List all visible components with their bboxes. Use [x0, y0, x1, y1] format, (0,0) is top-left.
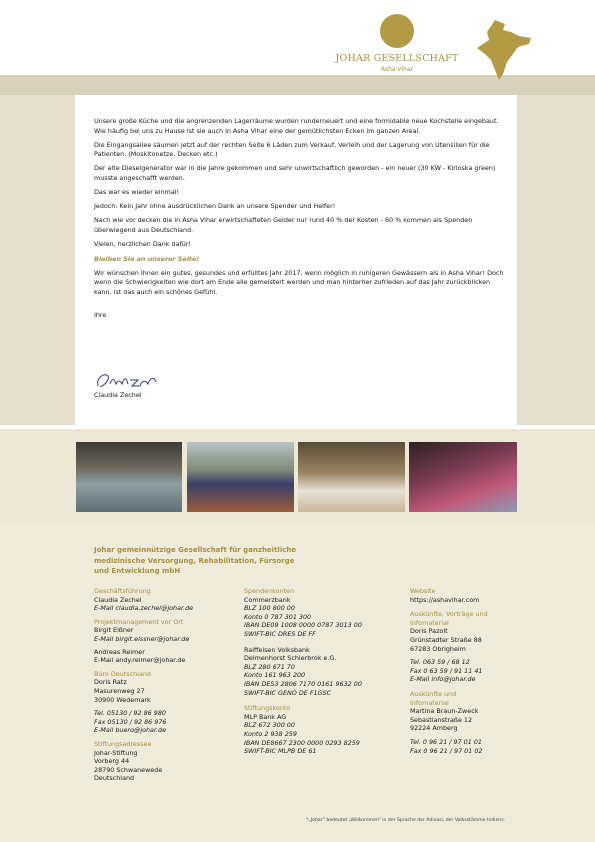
section-heading: Bleiben Sie an unserer Seite! — [94, 254, 200, 263]
footer-column-contacts: Geschäftsführung Claudia Zechel E-Mail claudia.zechel@johar.de Projektmanagement vor Ort Birgit Elßner E-Mail birgit.eissner@johar.de Andreas Reimer E-Mail andy.reimer@johar.de Büro Deutschland Doris Ratz Masurenweg 27 30900 Wedemark Tel. 05130 / 92 86 980 Fax 05130 / 92 86 976 E-Mail buero@johar.de Stiftungsadressee Johar-Stiftung Vorberg 44 28790 Schwanewede Deutschland — [94, 587, 234, 788]
paragraph-summary: Das war es wieder einmal! — [94, 188, 180, 197]
heading-foundation-address: Stiftungsadressee — [94, 739, 152, 748]
paragraph-thanks: Jedoch: Kein Jahr ohne ausdrücklichen Dank an unsere Spender und Helfer! — [94, 202, 336, 211]
paragraph-wishes: Wir wünschen Ihnen ein gutes, gesundes und erfülltes Jahr 2017, wenn möglich in ruhigeren Gewässern als in Asha Vihar! Doch wenn die Schwierigkeiten wie dort am Ende alle gemeistert werden und man hinterher zufrieden auf das Jahr zurückblicken kann, ist das auch ein schönes Gefühl. — [94, 268, 504, 296]
signature-name: Claudia Zechel — [94, 391, 142, 399]
photo-mother-baby — [409, 442, 517, 512]
photo-strip — [0, 429, 595, 522]
paragraph-funding: Nach wie vor decken die in Asha Vihar erwirtschafteten Gelder nur rund 40 % der Kosten - 60 % kommen als Spenden überwiegend aus Deutschland. — [94, 216, 473, 234]
heading-management: Geschäftsführung — [94, 587, 151, 595]
closing-text: Ihre — [94, 311, 107, 320]
email-link[interactable]: E-Mail andy.reimer@johar.de — [94, 656, 186, 665]
heading-donation-accounts: Spendenkonten — [244, 587, 295, 595]
footer-column-bank-accounts: Spendenkonten Commerzbank BLZ 100 800 00 Konto 0 787 301 300 IBAN DE09 1008 0000 0787 3013 00 SWIFT-BIC DRES DE FF Raiffeisen Volksbank Delmenhorst Schierbrok e.G. BLZ 280 671 70 Konto 161 963 200 IBAN DE53 2806 7170 0161 9632 00 SWIFT-BIC GENO DE F1GSC Stiftungskonto MLP Bank AG BLZ 672 300 00 Konto 2 938 259 IBAN DE8667 2300 0000 0293 8259 SWIFT-BIC MLPB DE 61 — [244, 587, 394, 761]
letter-body — [94, 117, 504, 326]
email-link[interactable]: E-Mail buero@johar.de — [94, 726, 167, 735]
photo-man-portrait — [298, 442, 405, 512]
india-map-icon — [475, 18, 535, 82]
email-link[interactable]: E-Mail claudia.zechel@johar.de — [94, 604, 194, 613]
paragraph-kitchen: Unsere große Küche und die angrenzenden Lagerräume wurden runderneuert und eine formidable neue Kochstelle eingebaut. Wie häufig bei uns zu Hause ist sie auch in Asha Vihar eine der gemütlichsten Ecken im ganzen Areal. — [94, 117, 499, 135]
paragraph-gratitude: Vielen, herzlichen Dank dafür! — [94, 239, 191, 248]
left-margin-band — [0, 95, 75, 425]
email-link[interactable]: E-Mail info@johar.de — [410, 675, 476, 684]
paragraph-shops: Die Eingangsallee säumen jetzt auf der rechten Seite 6 Läden zum Verkauf, Verleih und der Lagerung von Utensilien für die Patienten, (Moskitonetze, Decken etc.) — [94, 140, 490, 159]
footnote: *„Johar“ bedeutet „Willkommen“ in der Sprache der Adivasi, der Volksstämme Indiens. — [306, 818, 506, 823]
heading-info: Auskünfte und — [410, 689, 457, 698]
heading-project-management: Projektmanagement vor Ort — [94, 617, 184, 626]
right-margin-band — [517, 95, 595, 425]
handwritten-signature — [94, 370, 164, 392]
email-link[interactable]: E-Mail birgit.eissner@johar.de — [94, 634, 190, 643]
paragraph-generator: Der alte Dieselgenerator war in die Jahre gekommen und sehr unwirtschaftlich geworden - ein neuer (30 KW - Kirloska green) musste angeschafft werden. — [94, 164, 496, 182]
photo-children-group — [187, 442, 294, 512]
organization-name: Johar gemeinnützige Gesellschaft für ganzheitliche medizinische Versorgung, Rehabilitation, Fürsorge und Entwicklung mbH — [94, 546, 297, 575]
logo-emblem-icon — [380, 14, 414, 48]
logo-name: JOHAR GESELLSCHAFT — [335, 53, 459, 64]
logo-subtitle: Asha Vihar — [380, 66, 414, 73]
heading-info-talks: Auskünfte, Vorträge und — [410, 610, 488, 619]
heading-website: Website — [410, 587, 436, 595]
photo-dormitory — [76, 442, 182, 512]
heading-foundation-account: Stiftungskonto — [244, 704, 291, 713]
website-link[interactable]: https://ashavihar.com — [410, 595, 480, 604]
footer-column-info: Website https://ashavihar.com Auskünfte, Vorträge und Infomaterial Doris Pazolt Grünstadter Straße 88 67283 Obrigheim Tel. 063 59 / 68 12 Fax 0 63 59 / 91 11 41 E-Mail info@johar.de Auskünfte und Infomaterial Martina Braun-Zweck Sebastianstraße 12 92224 Amberg Tel. 0 96 21 / 97 01 01 Fax 0 96 21 / 97 01 02 — [410, 587, 520, 760]
heading-office-germany: Büro Deutschland — [94, 669, 151, 678]
